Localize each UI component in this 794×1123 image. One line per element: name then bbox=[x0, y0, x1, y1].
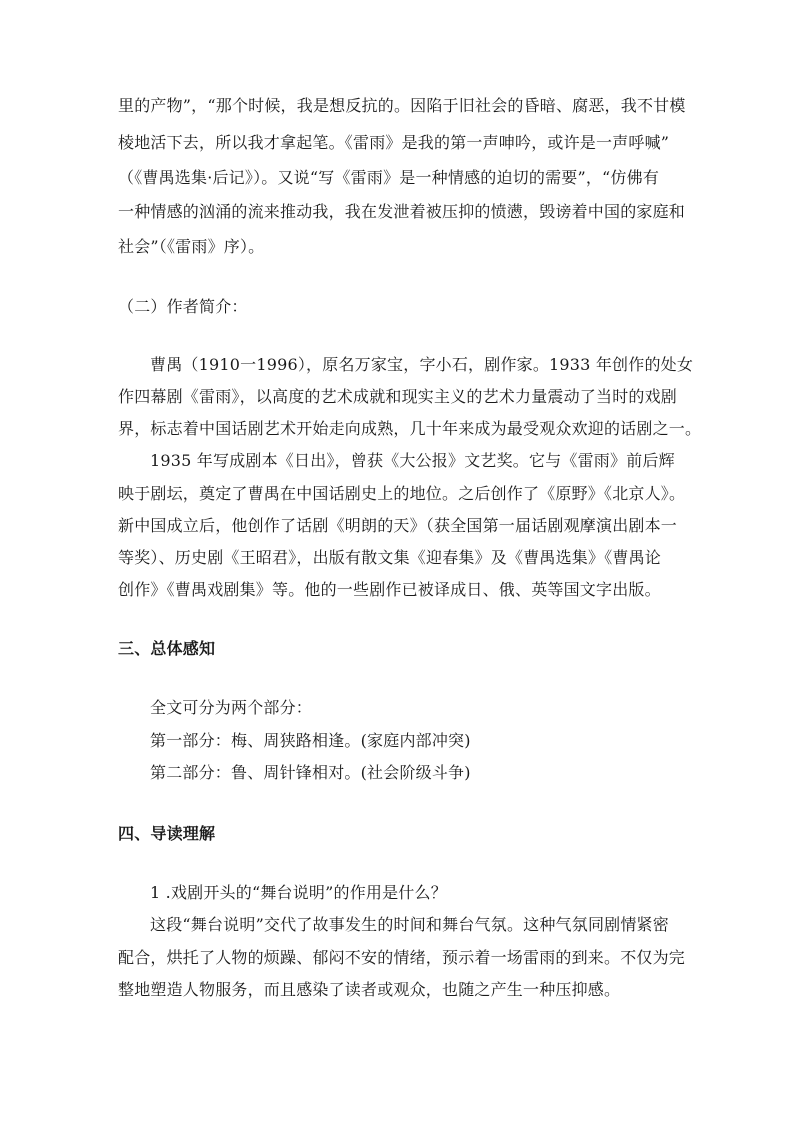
intro-line-4: 一种情感的汹涌的流来推动我，我在发泄着被压抑的愤懑，毁谤着中国的家庭和 bbox=[118, 202, 686, 221]
intro-line-1: 里的产物”，“那个时候，我是想反抗的。因陷于旧社会的昏暗、腐恶，我不甘模 bbox=[118, 96, 686, 115]
author-para1-line-1: 曹禺（1910一1996），原名万家宝，字小石，剧作家。1933 年创作的处女 bbox=[150, 355, 694, 374]
author-para2-line-3: 新中国成立后，他创作了话剧《明朗的天》（获全国第一届话剧观摩演出剧本一 bbox=[118, 516, 678, 535]
intro-line-5: 社会”（《雷雨》序）。 bbox=[118, 237, 265, 256]
reading-question: 1 .戏剧开头的“舞台说明”的作用是什么？ bbox=[150, 883, 447, 902]
reading-section-heading: 四、导读理解 bbox=[118, 824, 216, 843]
overview-line-2: 第一部分：梅、周狭路相逢。(家庭内部冲突) bbox=[150, 731, 471, 750]
reading-answer-line-3: 整地塑造人物服务，而且感染了读者或观众，也随之产生一种压抑感。 bbox=[118, 980, 621, 999]
intro-line-3: （《曹禺选集·后记》）。又说“写《雷雨》是一种情感的迫切的需要”，“仿佛有 bbox=[118, 168, 660, 187]
author-para2-line-2: 映于剧坛，奠定了曹禺在中国话剧史上的地位。之后创作了《原野》《北京人》。 bbox=[118, 484, 686, 503]
author-para2-line-5: 创作》《曹禺戏剧集》等。他的一些剧作已被译成日、俄、英等国文字出版。 bbox=[118, 580, 661, 599]
overview-line-3: 第二部分：鲁、周针锋相对。(社会阶级斗争) bbox=[150, 763, 471, 782]
author-section-heading: （二）作者简介： bbox=[118, 297, 248, 316]
author-para2-line-4: 等奖）、历史剧《王昭君》，出版有散文集《迎春集》及《曹禺选集》《曹禺论 bbox=[118, 548, 662, 567]
reading-answer-line-1: 这段“舞台说明”交代了故事发生的时间和舞台气氛。这种气氛同剧情紧密 bbox=[150, 915, 669, 934]
author-para2-line-1: 1935 年写成剧本《日出》，曾获《大公报》文艺奖。它与《雷雨》前后辉 bbox=[150, 451, 675, 470]
author-para1-line-2: 作四幕剧《雷雨》，以高度的艺术成就和现实主义的艺术力量震动了当时的戏剧 bbox=[118, 387, 678, 406]
reading-answer-line-2: 配合，烘托了人物的烦躁、郁闷不安的情绪，预示着一场雷雨的到来。不仅为完 bbox=[118, 948, 686, 967]
overview-line-1: 全文可分为两个部分： bbox=[150, 698, 313, 717]
overview-section-heading: 三、总体感知 bbox=[118, 639, 216, 658]
intro-line-2: 棱地活下去，所以我才拿起笔。《雷雨》是我的第一声呻吟，或许是一声呼喊” bbox=[118, 133, 670, 152]
author-para1-line-3: 界，标志着中国话剧艺术开始走向成熟，几十年来成为最受观众欢迎的话剧之一。 bbox=[118, 419, 702, 438]
